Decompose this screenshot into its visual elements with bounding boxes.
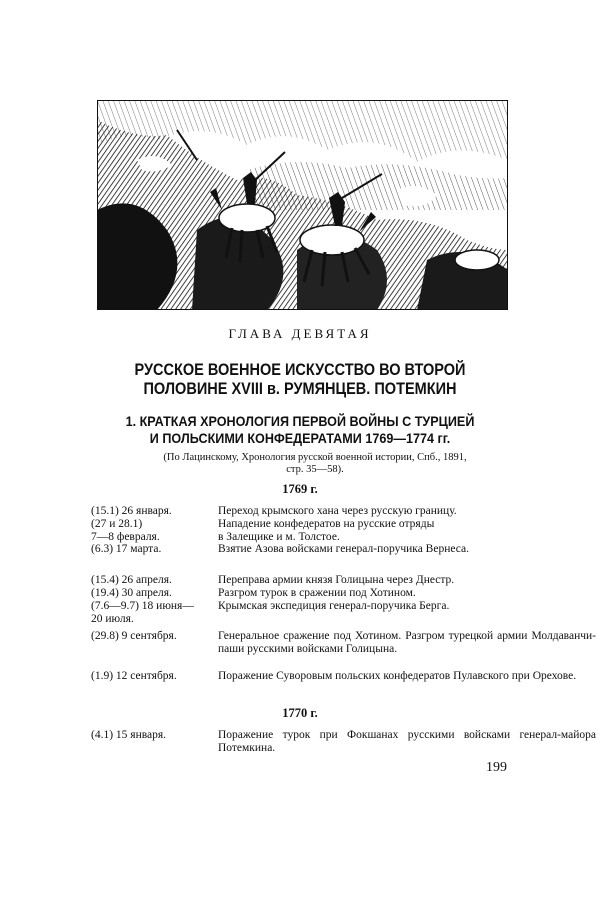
entry-text: Взятие Азова войсками генерал-поручика Вернеса.: [218, 543, 469, 555]
entry-text: Разгром турок в сражении под Хотином.: [218, 587, 416, 599]
source-citation-line: стр. 35—58).: [286, 464, 344, 475]
chapter-title-line: РУССКОЕ ВОЕННОЕ ИСКУССТВО ВО ВТОРОЙ: [134, 361, 466, 379]
chapter-title: [115, 361, 485, 399]
chapter-title-line: ПОЛОВИНЕ XVIII в. РУМЯНЦЕВ. ПОТЕМКИН: [143, 380, 457, 398]
entry-text: Переход крымского хана через русскую границу.: [218, 505, 457, 517]
entry-date: (7.6—9.7) 18 июня—20 июля.: [91, 600, 194, 626]
battle-engraving-image: [97, 100, 508, 310]
entry-text: Поражение турок при Фокшанах русскими войсками генерал-майора Потемкина.: [218, 729, 596, 755]
entry-date: (27 и 28.1) 7—8 февраля.: [91, 518, 160, 544]
year-heading: 1770 г.: [282, 706, 318, 720]
entry-date: (1.9) 12 сентября.: [91, 670, 177, 682]
entry-date: (6.3) 17 марта.: [91, 543, 162, 555]
entry-text: Крымская экспедиция генерал-поручика Берга.: [218, 600, 450, 612]
entry-date: (19.4) 30 апреля.: [91, 587, 172, 599]
section-title-line: И ПОЛЬСКИМИ КОНФЕДЕРАТАМИ 1769—1774 гг.: [149, 429, 451, 446]
section-title-line: 1. КРАТКАЯ ХРОНОЛОГИЯ ПЕРВОЙ ВОЙНЫ С ТУРЦИЕЙ: [125, 413, 475, 429]
source-citation: [150, 452, 480, 476]
battle-engraving-illustration: [97, 100, 508, 310]
entry-date: (4.1) 15 января.: [91, 729, 167, 741]
entry-date: (15.1) 26 января.: [91, 505, 172, 517]
entry-text: Поражение Суворовым польских конфедератов Пулавского при Орехове.: [218, 670, 577, 682]
entry-date: (15.4) 26 апреля.: [91, 574, 172, 586]
page-number: 199: [486, 760, 507, 775]
year-heading: 1769 г.: [282, 482, 318, 496]
source-citation-line: (По Лацинскому, Хронология русской военной истории, Спб., 1891,: [163, 452, 467, 463]
entry-text: Генеральное сражение под Хотином. Разгром турецкой армии Молдаванчи-паши русскими войсками Голицына.: [218, 630, 596, 656]
section-title: [111, 413, 489, 446]
entry-date: (29.8) 9 сентября.: [91, 630, 177, 642]
chapter-label: ГЛАВА ДЕВЯТАЯ: [228, 326, 372, 341]
entry-text: Нападение конфедератов на русские отряды в Залещике и м. Толстое.: [218, 518, 435, 544]
entry-text: Переправа армии князя Голицына через Днестр.: [218, 574, 455, 586]
